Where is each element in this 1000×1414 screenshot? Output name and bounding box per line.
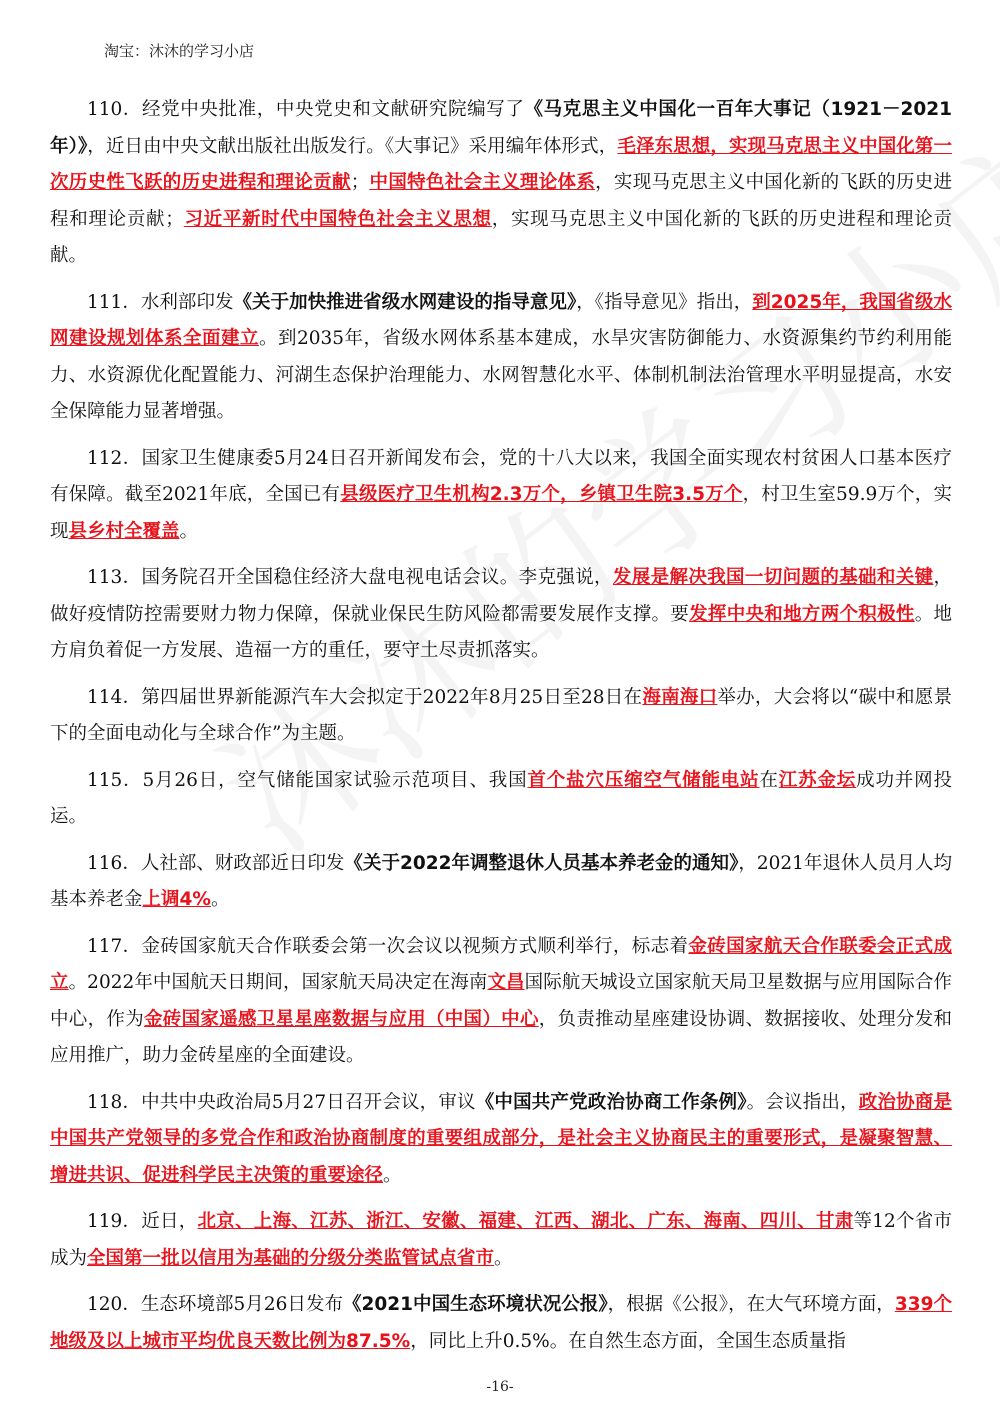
text-run: 112．国家卫生健康委5月24日召开新闻发布会，党的十八大以来，我国全面实现农村贫困人口基本医疗有保障。截至2021年底，全国已有 [50,447,952,505]
bold-title: 《关于2022年调整退休人员基本养老金的通知》 [344,852,739,874]
highlighted-text: 县乡村全覆盖 [68,520,180,542]
paragraph-119 [50,1204,952,1277]
text-run: ，同比上升0.5%。在自然生态方面，全国生态质量指 [410,1330,846,1352]
highlighted-text: 上调4% [142,889,211,910]
paragraph-114 [50,680,952,753]
text-run: 。 [383,1164,402,1186]
text-run: 119．近日， [87,1211,198,1232]
text-run: 120．生态环境部5月26日发布 [87,1294,343,1315]
paragraph-111 [50,285,952,431]
bold-title: 《中国共产党政治协商工作条例》 [475,1091,747,1113]
highlighted-text: 首个盐穴压缩空气储能电站 [527,769,760,791]
highlighted-text: 江苏金坛 [778,769,857,791]
text-run: 。 [210,889,230,910]
highlighted-text: 到2025年，我国省级水网建设规划体系全面建立 [50,291,952,349]
highlighted-text: 金砖国家遥感卫星星座数据与应用（中国）中心 [144,1008,539,1030]
text-run: 。会议指出， [746,1091,859,1113]
page-header: 淘宝：沐沐的学习小店 [104,42,255,60]
text-run: ，做好疫情防控需要财力物力保障，保就业保民生防风险都需要发展作支撑。要 [50,567,952,625]
text-run: ，根据《公报》，在大气环境方面， [607,1294,895,1315]
highlighted-text: 毛泽东思想，实现马克思主义中国化第一次历史性飞跃的历史进程和理论贡献 [50,135,952,193]
text-run: 。地方肩负着促一方发展、造福一方的重任，要守土尽责抓落实。 [50,603,952,661]
highlighted-text: 金砖国家航天合作联委会正式成立 [50,935,952,993]
text-run: 。2022年中国航天日期间，国家航天局决定在海南 [68,972,488,993]
text-run: 110．经党中央批准，中央党史和文献研究院编写了 [87,99,525,120]
text-run: ，实现马克思主义中国化新的飞跃的历史进程和理论贡献； [50,172,952,230]
highlighted-text: 北京、上海、江苏、浙江、安徽、福建、江西、湖北、广东、海南、四川、甘肃 [197,1211,854,1232]
text-run: ，村卫生室59.9万个，实现 [50,484,952,542]
paragraph-113 [50,560,952,670]
text-run: 115．5月26日，空气储能国家试验示范项目、我国 [87,769,528,791]
paragraph-112 [50,441,952,551]
highlighted-text: 文昌 [487,972,525,993]
text-run: 118．中共中央政治局5月27日召开会议，审议 [87,1091,476,1113]
highlighted-text: 339个地级及以上城市平均优良天数比例为87.5% [50,1294,952,1352]
text-run: ，负责推动星座建设协调、数据接收、处理分发和应用推广，助力金砖星座的全面建设。 [50,1008,952,1066]
text-run: 举办，大会将以“碳中和愿景下的全面电动化与全球合作”为主题。 [50,686,952,744]
text-run: ； [350,172,370,193]
bold-title: 《马克思主义中国化一百年大事记（1921－2021年）》 [50,99,952,157]
paragraph-120 [50,1287,952,1360]
text-run: 116．人社部、财政部近日印发 [87,852,345,874]
paragraph-117 [50,929,952,1075]
highlighted-text: 全国第一批以信用为基础的分级分类监管试点省市 [87,1247,495,1269]
text-run: 113．国务院召开全国稳住经济大盘电视电话会议。李克强说， [87,567,613,588]
text-run: 114．第四届世界新能源汽车大会拟定于2022年8月25日至28日在 [87,686,643,708]
bold-title: 《关于加快推进省级水网建设的指导意见》 [233,291,577,313]
bold-title: 《2021中国生态环境状况公报》 [343,1294,608,1315]
text-run: 国际航天城设立国家航天局卫星数据与应用国际合作中心，作为 [50,972,952,1030]
document-body [50,92,952,1370]
text-run: ，2021年退休人员月人均基本养老金 [50,852,952,910]
paragraph-118 [50,1085,952,1195]
text-run: 111．水利部印发 [87,291,234,313]
highlighted-text: 县级医疗卫生机构2.3万个，乡镇卫生院3.5万个 [340,484,743,505]
paragraph-116 [50,846,952,919]
text-run: 117．金砖国家航天合作联委会第一次会议以视频方式顺利举行，标志着 [87,935,689,957]
text-run: ，《指导意见》指出， [576,291,753,313]
text-run: 在 [759,769,779,791]
highlighted-text: 海南海口 [642,686,718,708]
highlighted-text: 发展是解决我国一切问题的基础和关键 [612,567,934,588]
highlighted-text: 政治协商是中国共产党领导的多党合作和政治协商制度的重要组成部分，是社会主义协商民主的重要形式，是凝聚智慧、增进共识、促进科学民主决策的重要途径 [50,1091,952,1186]
text-run: 成功并网投运。 [50,769,952,827]
text-run: 。 [179,520,199,542]
text-run: ，实现马克思主义中国化新的飞跃的历史进程和理论贡献。 [50,208,952,266]
text-run: 。 [494,1247,513,1269]
page-number: -16- [486,1379,514,1395]
text-run: 等12个省市成为 [50,1211,953,1269]
paragraph-110 [50,92,952,275]
highlighted-text: 发挥中央和地方两个积极性 [689,603,915,625]
highlighted-text: 习近平新时代中国特色社会主义思想 [183,208,492,230]
paragraph-115 [50,763,952,836]
text-run: 。到2035年，省级水网体系基本建成，水旱灾害防御能力、水资源集约节约利用能力、水资源优化配置能力、河湖生态保护治理能力、水网智慧化水平、体制机制法治管理水平明显提高，水安全保障能力显著增强。 [50,328,952,422]
highlighted-text: 中国特色社会主义理论体系 [369,172,596,193]
text-run: ，近日由中央文献出版社出版发行。《大事记》采用编年体形式， [87,135,618,157]
